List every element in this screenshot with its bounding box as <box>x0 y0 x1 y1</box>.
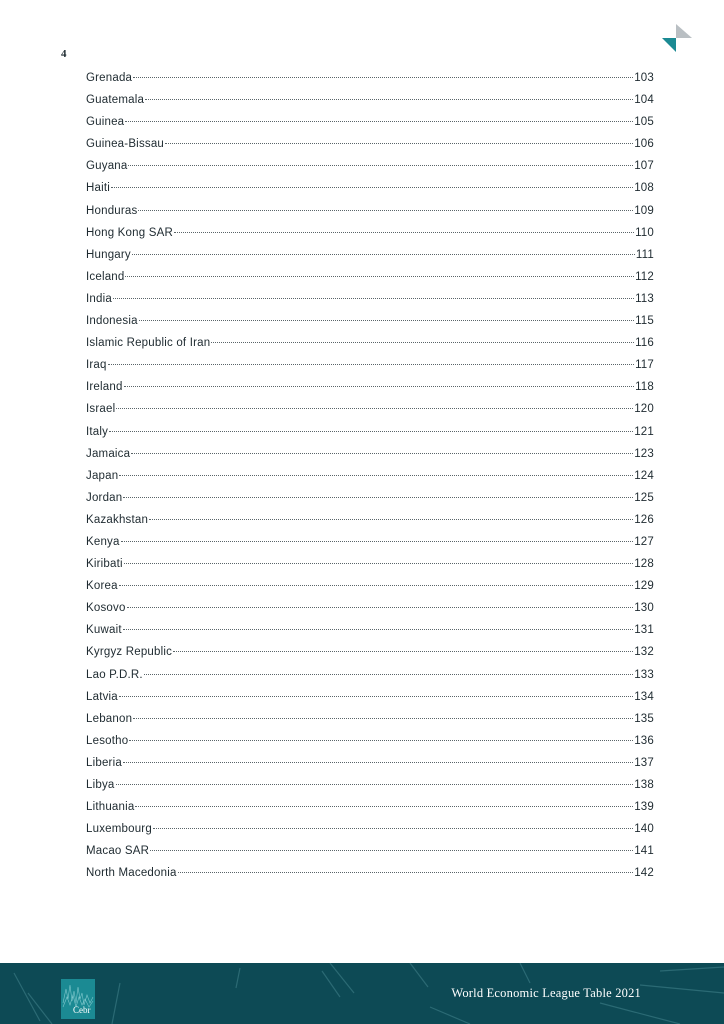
toc-entry-name: Guatemala <box>86 94 145 107</box>
toc-entry-name: Iraq <box>86 359 107 372</box>
toc-entry-page: 117 <box>635 359 654 372</box>
toc-entry-name: Libya <box>86 779 115 791</box>
toc-dot-leader <box>132 254 635 255</box>
toc-entry-name: Lithuania <box>86 801 135 814</box>
toc-entry-name: Kyrgyz Republic <box>86 646 173 659</box>
toc-entry[interactable] <box>86 205 654 227</box>
toc-dot-leader <box>111 187 633 188</box>
toc-dot-leader <box>153 828 633 829</box>
toc-entry[interactable] <box>86 381 654 403</box>
toc-dot-leader <box>149 519 633 520</box>
toc-entry-page: 125 <box>634 491 654 504</box>
toc-entry-page: 107 <box>634 160 654 173</box>
toc-dot-leader <box>139 320 634 321</box>
toc-entry-page: 139 <box>634 801 654 814</box>
toc-entry-name: Korea <box>86 580 118 593</box>
toc-entry-name: Hungary <box>86 248 131 261</box>
toc-entry[interactable] <box>86 713 654 735</box>
toc-entry[interactable] <box>86 602 654 624</box>
toc-dot-leader <box>124 563 633 564</box>
toc-entry[interactable] <box>86 845 654 867</box>
toc-entry-page: 136 <box>634 734 654 747</box>
toc-dot-leader <box>125 276 634 277</box>
toc-entry-name: Ireland <box>86 381 123 394</box>
toc-entry-name: Lebanon <box>86 712 133 725</box>
toc-entry-page: 132 <box>634 646 654 659</box>
toc-entry[interactable] <box>86 514 654 536</box>
toc-dot-leader <box>119 585 634 586</box>
toc-entry[interactable] <box>86 646 654 668</box>
toc-entry-page: 120 <box>634 403 654 416</box>
toc-dot-leader <box>211 342 634 343</box>
toc-entry-name: Latvia <box>86 690 118 703</box>
toc-entry-name: Liberia <box>86 756 122 769</box>
toc-entry-name: Lao P.D.R. <box>86 668 143 681</box>
toc-entry-page: 141 <box>634 845 654 858</box>
toc-entry-page: 133 <box>634 668 654 681</box>
toc-dot-leader <box>127 607 634 608</box>
toc-entry[interactable] <box>86 293 654 315</box>
toc-entry[interactable] <box>86 624 654 646</box>
toc-entry-name: Luxembourg <box>86 823 152 836</box>
toc-entry[interactable] <box>86 867 654 889</box>
toc-entry-page: 127 <box>634 535 654 548</box>
toc-entry[interactable] <box>86 160 654 182</box>
toc-entry-name: Guyana <box>86 160 128 173</box>
toc-entry[interactable] <box>86 315 654 337</box>
toc-dot-leader <box>119 696 633 697</box>
toc-entry-name: Guinea <box>86 116 125 129</box>
toc-dot-leader <box>135 806 633 807</box>
toc-entry[interactable] <box>86 691 654 713</box>
footer <box>0 963 724 1024</box>
toc-entry-page: 121 <box>634 425 654 438</box>
page-number: 4 <box>61 48 67 60</box>
toc-entry-page: 126 <box>634 513 654 526</box>
logo-text: Cebr <box>73 1005 91 1015</box>
toc-entry-name: North Macedonia <box>86 867 177 880</box>
toc-entry[interactable] <box>86 94 654 116</box>
toc-entry-page: 112 <box>635 270 654 283</box>
toc-entry-name: Kiribati <box>86 558 123 571</box>
toc-dot-leader <box>113 298 634 299</box>
toc-entry[interactable] <box>86 116 654 138</box>
toc-entry-name: Jordan <box>86 491 123 504</box>
toc-dot-leader <box>109 431 633 432</box>
toc-entry-page: 130 <box>634 602 654 615</box>
toc-dot-leader <box>144 674 633 675</box>
toc-dot-leader <box>131 453 633 454</box>
toc-entry-name: Iceland <box>86 270 125 283</box>
toc-dot-leader <box>178 872 634 873</box>
toc-entry-name: Indonesia <box>86 315 138 328</box>
toc-entry-name: Kazakhstan <box>86 513 149 526</box>
toc-entry[interactable] <box>86 448 654 470</box>
toc-entry-page: 116 <box>635 337 654 350</box>
toc-dot-leader <box>138 210 633 211</box>
toc-entry-name: Haiti <box>86 182 111 195</box>
toc-entry[interactable] <box>86 426 654 448</box>
toc-entry-name: Guinea-Bissau <box>86 138 165 151</box>
toc-entry-name: Islamic Republic of Iran <box>86 337 211 350</box>
toc-entry-page: 104 <box>634 94 654 107</box>
toc-entry-page: 111 <box>635 248 654 261</box>
toc-entry-page: 113 <box>635 292 654 305</box>
toc-entry-name: Grenada <box>86 72 133 84</box>
toc-entry[interactable] <box>86 138 654 160</box>
toc-dot-leader <box>133 718 633 719</box>
toc-entry[interactable] <box>86 492 654 514</box>
toc-entry-page: 135 <box>634 712 654 725</box>
toc-entry-page: 142 <box>634 867 654 880</box>
toc-entry-page: 109 <box>634 204 654 217</box>
toc-entry-page: 106 <box>634 138 654 151</box>
toc-dot-leader <box>121 541 634 542</box>
toc-entry[interactable] <box>86 337 654 359</box>
toc-entry[interactable] <box>86 757 654 779</box>
toc-entry-name: Macao SAR <box>86 845 150 858</box>
toc-dot-leader <box>108 364 634 365</box>
toc-dot-leader <box>123 762 633 763</box>
toc-entry[interactable] <box>86 271 654 293</box>
toc-entry-page: 110 <box>635 226 654 239</box>
toc-entry-name: Lesotho <box>86 734 129 747</box>
toc-entry-name: Italy <box>86 425 109 438</box>
toc-entry[interactable] <box>86 470 654 492</box>
toc-entry-name: Kenya <box>86 535 120 548</box>
toc-entry-name: Japan <box>86 469 119 482</box>
corner-triangle-icon <box>660 24 692 52</box>
toc-entry[interactable] <box>86 72 654 94</box>
toc-entry-page: 118 <box>635 381 654 394</box>
toc-dot-leader <box>123 629 633 630</box>
toc-entry-name: Honduras <box>86 204 138 217</box>
toc-dot-leader <box>125 121 633 122</box>
footer-title: World Economic League Table 2021 <box>451 986 641 1000</box>
toc-entry[interactable] <box>86 580 654 602</box>
toc-dot-leader <box>124 386 634 387</box>
toc-entry[interactable] <box>86 249 654 271</box>
toc-dot-leader <box>173 651 633 652</box>
toc-entry-name: Israel <box>86 403 116 416</box>
toc-dot-leader <box>128 165 633 166</box>
toc-entry[interactable] <box>86 536 654 558</box>
toc-entry[interactable] <box>86 735 654 757</box>
toc-entry-page: 124 <box>634 469 654 482</box>
toc-entry-page: 128 <box>634 558 654 571</box>
toc-dot-leader <box>116 408 633 409</box>
toc-dot-leader <box>116 784 634 785</box>
toc-entry-page: 137 <box>634 756 654 769</box>
toc-entry-name: Kuwait <box>86 624 122 637</box>
toc-entry-page: 134 <box>634 690 654 703</box>
toc-entry-page: 140 <box>634 823 654 836</box>
toc-entry-page: 103 <box>634 72 654 84</box>
toc-entry[interactable] <box>86 669 654 691</box>
toc-entry[interactable] <box>86 403 654 425</box>
toc-dot-leader <box>123 497 633 498</box>
toc-entry-page: 105 <box>634 116 654 129</box>
toc-dot-leader <box>133 77 633 78</box>
toc-entry-page: 129 <box>634 580 654 593</box>
toc-entry[interactable] <box>86 359 654 381</box>
toc-dot-leader <box>119 475 633 476</box>
toc-entry-page: 115 <box>635 315 654 328</box>
toc-dot-leader <box>129 740 633 741</box>
cebr-logo <box>61 979 95 1019</box>
toc-entry-name: Jamaica <box>86 447 131 460</box>
toc-dot-leader <box>165 143 633 144</box>
toc-entry[interactable] <box>86 779 654 801</box>
toc-entry[interactable] <box>86 823 654 845</box>
toc-entry-name: India <box>86 292 112 305</box>
toc-dot-leader <box>174 232 634 233</box>
toc-entry[interactable] <box>86 558 654 580</box>
toc-entry[interactable] <box>86 801 654 823</box>
toc-entry-name: Hong Kong SAR <box>86 226 173 239</box>
table-of-contents <box>86 72 654 889</box>
toc-dot-leader <box>145 99 633 100</box>
toc-entry[interactable] <box>86 182 654 204</box>
toc-entry-page: 131 <box>634 624 654 637</box>
toc-entry-name: Kosovo <box>86 602 126 615</box>
toc-dot-leader <box>150 850 633 851</box>
toc-entry-page: 138 <box>634 779 654 791</box>
toc-entry-page: 108 <box>634 182 654 195</box>
toc-entry[interactable] <box>86 227 654 249</box>
toc-entry-page: 123 <box>634 447 654 460</box>
